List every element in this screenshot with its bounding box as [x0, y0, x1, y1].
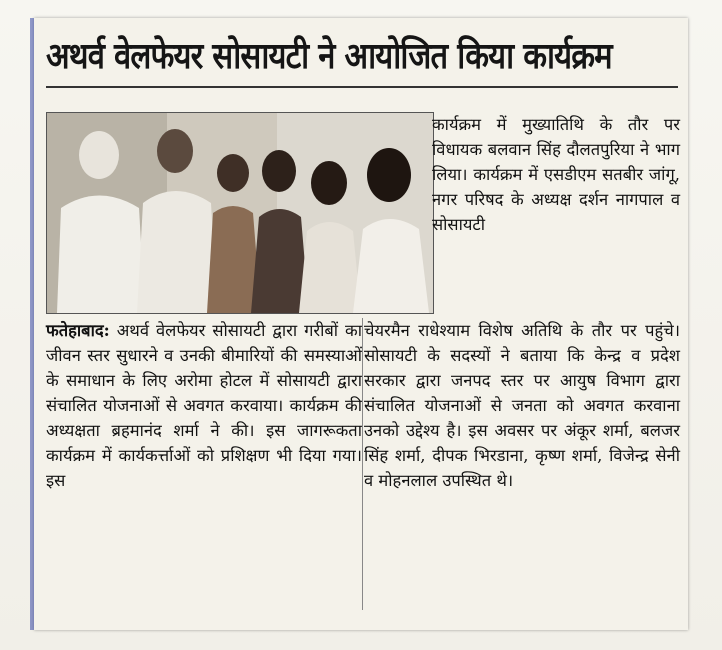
newspaper-clipping — [34, 18, 688, 630]
paragraph-text: अथर्व वेलफेयर सोसायटी द्वारा गरीबों का जीवन स्तर सुधारने व उनकी बीमारियों की समस्याओं के समाधान के लिए अरोमा होटल में सोसायटी द्वारा संचालित योजनाओं से अवगत करवाया। कार्यक्रम की अध्यक्षता ब्रहमानंद शर्मा ने की। इस जागरूकता कार्यक्रम में कार्यकर्त्ताओं को प्रशिक्षण भी दिया गया। इस — [46, 321, 362, 490]
headline: अथर्व वेलफेयर सोसायटी ने आयोजित किया कार्यक्रम — [46, 36, 612, 77]
headline-rule — [46, 86, 678, 88]
paragraph: चेयरमैन राधेश्याम विशेष अतिथि के तौर पर पहुंचे। सोसायटी के सदस्यों ने बताया कि केन्द्र व प्रदेश सरकार द्वारा जनपद स्तर पर आयुष विभाग द्वारा संचालित योजनाओं से जनता को अवगत करवाना उनको उद्देश्य है। इस अवसर पर अंकूर शर्मा, बलजर सिंह शर्मा, दीपक भिरडाना, कृष्ण शर्मा, विजेन्द्र सेनी व मोहनलाल उपस्थित थे। — [364, 321, 680, 490]
paragraph: कार्यक्रम में मुख्यातिथि के तौर पर विधायक बलवान सिंह दौलतपुरिया ने भाग लिया। कार्यक्रम में एसडीएम सतबीर जांगू, नगर परिषद के अध्यक्ष दर्शन नागपाल व सोसायटी — [432, 115, 680, 234]
group-photo-icon — [47, 113, 433, 313]
column-divider — [362, 318, 363, 610]
paragraph — [46, 318, 362, 493]
group-photo — [46, 112, 434, 314]
article-column-right-top — [432, 112, 680, 237]
dateline: फतेहाबाद: — [46, 321, 110, 340]
article-column-right — [364, 318, 680, 493]
article-column-left — [46, 318, 362, 493]
